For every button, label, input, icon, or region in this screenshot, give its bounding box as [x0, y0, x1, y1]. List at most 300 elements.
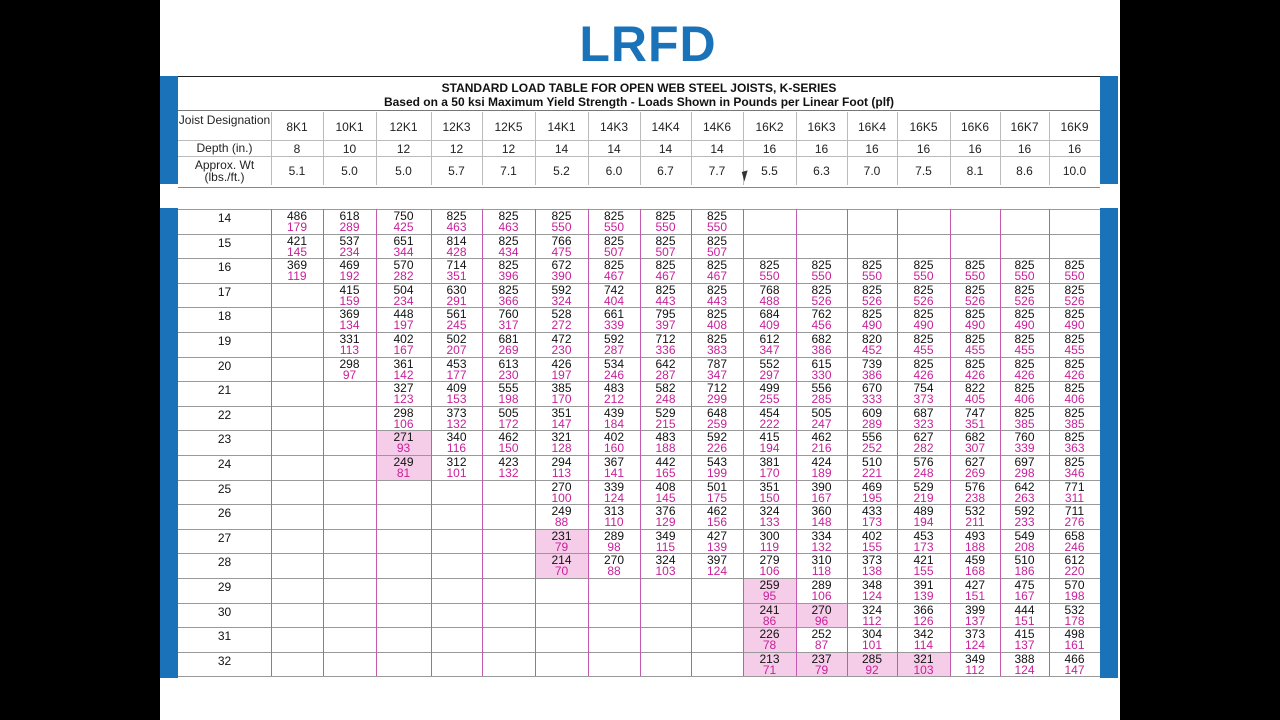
- load-cell: [431, 334, 482, 356]
- joist-designation: 14K3: [599, 120, 629, 134]
- deflection-load-value: 230: [551, 343, 572, 357]
- load-cell: [847, 282, 897, 308]
- deflection-load-value: 323: [913, 416, 934, 431]
- total-load-value: 760: [1014, 430, 1035, 445]
- load-cell: [535, 432, 588, 454]
- load-cell: [535, 506, 588, 528]
- deflection-load-value: 467: [603, 269, 625, 284]
- load-cell: [376, 233, 431, 259]
- total-load-value: 391: [913, 578, 934, 592]
- total-load-value: 334: [811, 528, 832, 543]
- deflection-load-value: 285: [811, 392, 832, 407]
- total-load-value: 486: [286, 209, 308, 223]
- load-cell: [796, 356, 847, 382]
- total-load-value: 543: [706, 455, 728, 469]
- load-cell: [1000, 479, 1049, 505]
- total-load-value: 760: [498, 307, 519, 322]
- total-load-value: 534: [603, 356, 625, 371]
- load-cell: [376, 405, 431, 431]
- total-load-value: 825: [1014, 405, 1035, 420]
- deflection-load-value: 550: [759, 269, 780, 284]
- deflection-load-value: 490: [861, 318, 883, 333]
- total-load-value: 825: [498, 233, 519, 248]
- total-load-value: 342: [913, 627, 934, 642]
- load-cell: [1000, 309, 1049, 331]
- load-cell: [535, 260, 588, 282]
- total-load-value: 787: [706, 356, 728, 371]
- load-cell: [1049, 356, 1100, 382]
- row-line: [178, 283, 1100, 284]
- load-cell: [535, 405, 588, 431]
- load-cell: [640, 528, 691, 554]
- deflection-load-value: 456: [811, 318, 832, 333]
- deflection-load-value: 363: [1064, 441, 1085, 456]
- load-cell: [897, 506, 950, 528]
- total-load-value: 475: [1014, 578, 1035, 592]
- load-cell: [431, 260, 482, 282]
- header-label-depth: Depth (in.): [196, 141, 253, 155]
- row-line: [178, 627, 1100, 628]
- deflection-load-value: 426: [964, 367, 986, 382]
- deflection-load-value: 199: [706, 466, 728, 480]
- deflection-load-value: 289: [861, 416, 883, 431]
- joist-weight: 5.0: [395, 164, 412, 178]
- total-load-value: 402: [603, 430, 625, 445]
- column-line: [796, 209, 797, 676]
- load-cell: [640, 506, 691, 528]
- joist-designation: 16K6: [960, 120, 990, 134]
- deflection-load-value: 132: [446, 416, 467, 431]
- load-cell: [743, 405, 796, 431]
- table-title: STANDARD LOAD TABLE FOR OPEN WEB STEEL JOISTS, K-SERIES: [441, 81, 837, 95]
- row-line: [178, 234, 1100, 235]
- column-line: [323, 209, 324, 676]
- row-line: [178, 603, 1100, 604]
- load-cell: [743, 356, 796, 382]
- deflection-load-value: 443: [706, 293, 728, 308]
- deflection-load-value: 373: [913, 392, 934, 407]
- total-load-value: 795: [655, 307, 676, 322]
- load-cell: [1049, 260, 1100, 282]
- joist-weight: 7.1: [500, 164, 517, 178]
- deflection-load-value: 220: [1064, 564, 1085, 579]
- total-load-value: 682: [964, 430, 986, 445]
- deflection-load-value: 170: [551, 392, 572, 407]
- total-load-value: 510: [861, 455, 883, 469]
- joist-weight: 10.0: [1062, 164, 1087, 178]
- load-cell: [271, 211, 323, 233]
- total-load-value: 825: [655, 282, 676, 297]
- total-load-value: 300: [759, 528, 780, 543]
- deflection-load-value: 212: [603, 392, 625, 407]
- load-cell: [897, 356, 950, 382]
- total-load-value: 771: [1064, 479, 1085, 494]
- deflection-load-value: 115: [655, 539, 676, 554]
- deflection-load-value: 347: [759, 343, 780, 357]
- load-cell: [640, 356, 691, 382]
- total-load-value: 672: [551, 258, 572, 273]
- total-load-value: 298: [393, 405, 414, 420]
- column-line: [271, 209, 272, 676]
- joist-designation: 8K1: [286, 120, 308, 134]
- load-cell: [950, 580, 1000, 602]
- load-cell: [1000, 651, 1049, 677]
- load-cell: [431, 309, 482, 331]
- load-cell: [588, 282, 640, 308]
- deflection-load-value: 455: [964, 343, 986, 357]
- load-cell: [1049, 528, 1100, 554]
- load-cell: [691, 260, 743, 282]
- total-load-value: 825: [1064, 430, 1085, 445]
- load-cell: [535, 383, 588, 405]
- deflection-load-value: 287: [655, 367, 676, 382]
- load-cell: [691, 405, 743, 431]
- header-column-line: [1049, 112, 1050, 185]
- deflection-load-value: 475: [551, 244, 572, 259]
- total-load-value: 340: [446, 430, 467, 445]
- total-load-value: 351: [551, 405, 572, 420]
- total-load-value: 822: [964, 381, 986, 396]
- total-load-value: 454: [759, 405, 780, 420]
- deflection-load-value: 148: [811, 515, 832, 530]
- span-length: 23: [217, 432, 232, 447]
- load-cell: [950, 432, 1000, 454]
- deflection-load-value: 452: [861, 343, 883, 357]
- deflection-load-value: 409: [759, 318, 780, 333]
- deflection-load-value: 428: [446, 244, 467, 259]
- column-line: [1000, 209, 1001, 676]
- deflection-load-value: 160: [603, 441, 625, 456]
- total-load-value: 498: [1064, 627, 1085, 642]
- deflection-load-value: 455: [913, 343, 934, 357]
- load-cell: [796, 334, 847, 356]
- deflection-load-value: 186: [1014, 564, 1035, 579]
- load-cell: [535, 211, 588, 233]
- deflection-load-value: 248: [655, 392, 676, 407]
- load-cell: [897, 260, 950, 282]
- total-load-value: 825: [913, 332, 934, 346]
- load-cell: [691, 432, 743, 454]
- total-load-value: 592: [1014, 504, 1035, 519]
- total-load-value: 825: [1014, 356, 1035, 371]
- total-load-value: 327: [393, 381, 414, 396]
- deflection-load-value: 150: [498, 441, 519, 456]
- load-cell: [691, 334, 743, 356]
- total-load-value: 825: [861, 307, 883, 322]
- deflection-load-value: 126: [913, 613, 934, 628]
- deflection-load-value: 159: [339, 293, 360, 308]
- load-cell: [1049, 405, 1100, 431]
- deflection-load-value: 297: [759, 367, 780, 382]
- total-load-value: 825: [913, 307, 934, 322]
- total-load-value: 825: [1064, 332, 1085, 346]
- load-cell: [482, 405, 535, 431]
- header-line: [178, 156, 1100, 157]
- deflection-load-value: 526: [964, 293, 986, 308]
- row-line: [178, 504, 1100, 505]
- total-load-value: 483: [655, 430, 676, 445]
- deflection-load-value: 226: [706, 441, 728, 456]
- deflection-load-value: 550: [655, 220, 676, 234]
- span-length: 20: [217, 358, 232, 373]
- deflection-load-value: 406: [1064, 392, 1085, 407]
- total-load-value: 376: [655, 504, 676, 519]
- total-load-value: 697: [1014, 455, 1035, 469]
- total-load-value: 270: [811, 602, 832, 617]
- deflection-load-value: 211: [965, 515, 985, 530]
- total-load-value: 459: [964, 553, 986, 568]
- deflection-load-value: 173: [861, 515, 883, 530]
- total-load-value: 825: [1064, 356, 1085, 371]
- row-line: [178, 578, 1100, 579]
- load-cell: [950, 602, 1000, 628]
- load-cell: [691, 555, 743, 577]
- joist-designation: 14K6: [702, 120, 732, 134]
- total-load-value: 313: [603, 504, 625, 519]
- total-load-value: 381: [759, 455, 780, 469]
- total-load-value: 213: [759, 651, 780, 666]
- total-load-value: 682: [811, 332, 832, 346]
- load-cell: [376, 356, 431, 382]
- column-line: [743, 209, 744, 676]
- total-load-value: 532: [1064, 602, 1085, 617]
- total-load-value: 570: [393, 258, 414, 273]
- deflection-load-value: 179: [286, 220, 308, 234]
- load-cell: [950, 334, 1000, 356]
- deflection-load-value: 124: [1014, 662, 1035, 677]
- total-load-value: 424: [811, 455, 832, 469]
- deflection-load-value: 490: [913, 318, 934, 333]
- load-cell: [796, 555, 847, 577]
- total-load-value: 825: [1014, 282, 1035, 297]
- total-load-value: 615: [811, 356, 832, 371]
- load-cell: [323, 211, 376, 233]
- deflection-load-value: 269: [498, 343, 519, 357]
- span-length: 31: [217, 629, 232, 644]
- deflection-load-value: 317: [498, 318, 519, 333]
- deflection-load-value: 550: [1014, 269, 1035, 284]
- row-line: [178, 406, 1100, 407]
- load-cell: [743, 651, 796, 677]
- load-cell: [535, 457, 588, 479]
- load-cell: [323, 260, 376, 282]
- load-cell: [743, 309, 796, 331]
- total-load-value: 754: [913, 381, 934, 396]
- load-cell: [743, 432, 796, 454]
- deflection-load-value: 194: [913, 515, 934, 530]
- deflection-load-value: 138: [861, 564, 883, 579]
- load-cell: [796, 629, 847, 651]
- total-load-value: 397: [706, 553, 728, 568]
- total-load-value: 339: [603, 479, 625, 494]
- deflection-load-value: 151: [1014, 613, 1035, 628]
- row-line: [178, 258, 1100, 259]
- header-column-line: [640, 112, 641, 185]
- total-load-value: 561: [446, 307, 467, 322]
- deflection-load-value: 128: [551, 441, 572, 456]
- header-column-line: [1000, 112, 1001, 185]
- total-load-value: 421: [286, 233, 308, 248]
- total-load-value: 556: [811, 381, 832, 396]
- deflection-load-value: 113: [551, 466, 572, 480]
- load-cell: [950, 555, 1000, 577]
- load-cell: [535, 555, 588, 577]
- load-cell: [950, 651, 1000, 677]
- total-load-value: 226: [759, 627, 780, 642]
- deflection-load-value: 112: [862, 613, 882, 628]
- load-cell: [897, 405, 950, 431]
- total-load-value: 556: [861, 430, 883, 445]
- deflection-load-value: 119: [759, 539, 780, 554]
- deflection-load-value: 230: [498, 367, 519, 382]
- load-cell: [950, 629, 1000, 651]
- load-cell: [1000, 602, 1049, 628]
- load-cell: [691, 233, 743, 259]
- total-load-value: 825: [964, 356, 986, 371]
- span-length: 28: [217, 555, 232, 570]
- total-load-value: 408: [655, 479, 676, 494]
- deflection-load-value: 129: [655, 515, 676, 530]
- left-blue-bar-bottom: [160, 208, 178, 678]
- deflection-load-value: 189: [811, 466, 832, 480]
- total-load-value: 369: [286, 258, 308, 273]
- load-cell: [323, 356, 376, 382]
- deflection-load-value: 366: [498, 293, 519, 308]
- deflection-load-value: 490: [964, 318, 986, 333]
- joist-depth: 16: [865, 142, 879, 156]
- deflection-load-value: 396: [498, 269, 519, 284]
- total-load-value: 249: [551, 504, 572, 519]
- load-cell: [1049, 479, 1100, 505]
- deflection-load-value: 406: [1014, 392, 1035, 407]
- joist-designation: 16K9: [1060, 120, 1089, 134]
- joist-depth: 16: [916, 142, 931, 156]
- load-cell: [376, 457, 431, 479]
- joist-designation: 14K1: [547, 120, 576, 134]
- total-load-value: 324: [655, 553, 676, 568]
- load-cell: [588, 432, 640, 454]
- joist-weight: 5.0: [341, 164, 358, 178]
- load-cell: [482, 383, 535, 405]
- total-load-value: 825: [1064, 282, 1085, 297]
- deflection-load-value: 100: [551, 490, 572, 505]
- joist-designation: 16K5: [909, 120, 938, 134]
- joist-depth: 14: [607, 142, 621, 156]
- load-cell: [431, 356, 482, 382]
- deflection-load-value: 132: [498, 466, 519, 480]
- deflection-load-value: 198: [1064, 589, 1085, 603]
- deflection-load-value: 178: [1064, 613, 1085, 628]
- joist-depth: 14: [554, 142, 569, 156]
- deflection-load-value: 245: [446, 318, 467, 333]
- load-cell: [796, 506, 847, 528]
- total-load-value: 825: [706, 233, 728, 248]
- deflection-load-value: 386: [811, 343, 832, 357]
- load-cell: [847, 309, 897, 331]
- deflection-load-value: 550: [603, 220, 625, 234]
- total-load-value: 501: [706, 479, 728, 494]
- total-load-value: 351: [759, 479, 780, 494]
- header-column-line: [796, 112, 797, 185]
- load-cell: [640, 334, 691, 356]
- deflection-load-value: 110: [604, 515, 624, 530]
- total-load-value: 504: [393, 282, 414, 297]
- deflection-load-value: 113: [339, 343, 360, 357]
- total-load-value: 472: [551, 332, 572, 346]
- load-cell: [743, 629, 796, 651]
- span-length: 21: [217, 383, 232, 398]
- load-cell: [950, 383, 1000, 405]
- load-cell: [588, 479, 640, 505]
- total-load-value: 537: [339, 233, 360, 248]
- load-cell: [897, 309, 950, 331]
- deflection-load-value: 142: [393, 367, 414, 382]
- deflection-load-value: 550: [811, 269, 832, 284]
- deflection-load-value: 467: [706, 269, 728, 284]
- load-cell: [640, 233, 691, 259]
- load-cell: [847, 260, 897, 282]
- deflection-load-value: 172: [498, 416, 519, 431]
- load-cell: [482, 282, 535, 308]
- total-load-value: 529: [655, 405, 676, 420]
- header-column-line: [691, 112, 692, 185]
- load-cell: [847, 383, 897, 405]
- deflection-load-value: 351: [964, 416, 986, 431]
- load-cell: [482, 356, 535, 382]
- total-load-value: 439: [603, 405, 625, 420]
- total-load-value: 684: [759, 307, 780, 322]
- total-load-value: 825: [1064, 258, 1085, 273]
- joist-weight: 5.7: [448, 164, 465, 178]
- joist-weight: 6.7: [657, 164, 674, 178]
- load-cell: [482, 334, 535, 356]
- deflection-load-value: 282: [393, 269, 414, 284]
- total-load-value: 825: [1064, 405, 1085, 420]
- total-load-value: 483: [603, 381, 625, 396]
- load-cell: [535, 479, 588, 505]
- deflection-load-value: 173: [913, 539, 934, 554]
- total-load-value: 489: [913, 504, 934, 519]
- load-cell: [271, 233, 323, 259]
- deflection-load-value: 307: [964, 441, 986, 456]
- load-cell: [796, 457, 847, 479]
- joist-weight: 7.0: [863, 164, 881, 178]
- span-length: 15: [217, 235, 232, 250]
- total-load-value: 661: [603, 307, 625, 322]
- deflection-load-value: 426: [1014, 367, 1035, 382]
- deflection-load-value: 299: [706, 392, 728, 407]
- load-cell: [376, 211, 431, 233]
- total-load-value: 349: [964, 651, 986, 666]
- total-load-value: 390: [811, 479, 832, 494]
- load-cell: [535, 309, 588, 331]
- load-cell: [897, 432, 950, 454]
- total-load-value: 825: [446, 209, 467, 223]
- deflection-load-value: 344: [393, 244, 414, 259]
- load-cell: [847, 580, 897, 602]
- load-cell: [482, 309, 535, 331]
- load-cell: [796, 309, 847, 331]
- deflection-load-value: 161: [1064, 638, 1085, 653]
- total-load-value: 627: [913, 430, 934, 445]
- joist-depth: 14: [710, 142, 724, 156]
- joist-designation: 16K4: [857, 120, 887, 134]
- total-load-value: 825: [1064, 455, 1085, 469]
- deflection-load-value: 463: [498, 220, 519, 234]
- deflection-load-value: 222: [759, 416, 780, 431]
- deflection-load-value: 114: [913, 638, 934, 653]
- total-load-value: 825: [964, 258, 986, 273]
